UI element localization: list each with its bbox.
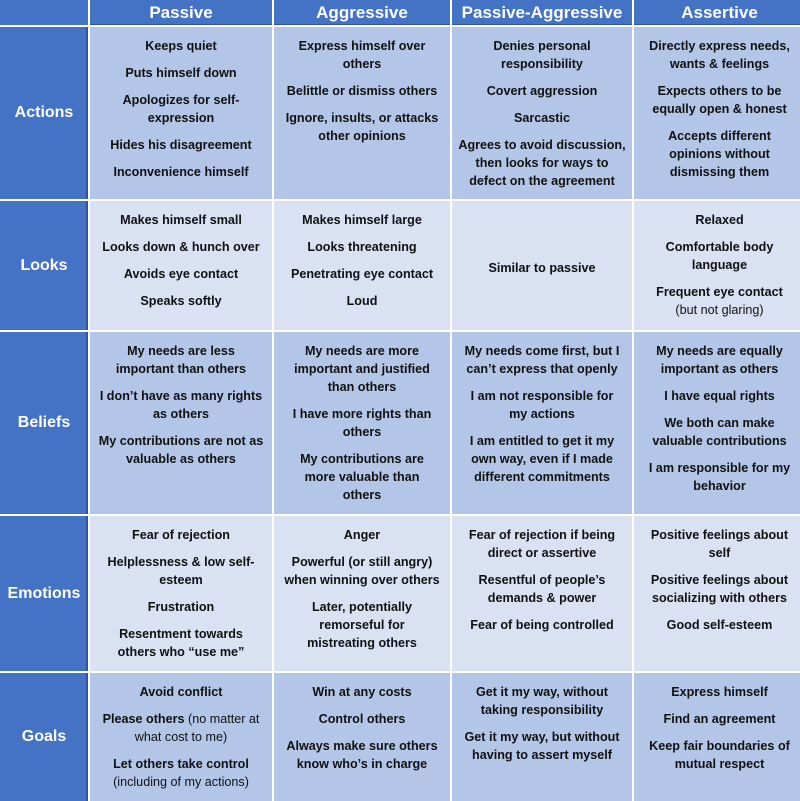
list-item: My needs come first, but I can’t express that openly <box>464 344 620 376</box>
list-item: We both can make valuable contributions <box>652 416 787 448</box>
list-item: Keeps quiet <box>145 39 217 53</box>
list-item: Belittle or dismiss others <box>286 84 438 98</box>
column-header-passive-aggressive: Passive-Aggressive <box>452 0 632 25</box>
list-item: Accepts different opinions without dismissing them <box>668 129 771 179</box>
cell-emotions-passive-aggressive <box>452 516 632 671</box>
cell-beliefs-aggressive <box>274 332 450 514</box>
cell-emotions-aggressive <box>274 516 450 671</box>
cell-goals-passive-aggressive <box>452 673 632 801</box>
list-item: Control others <box>318 712 406 726</box>
list-item: Makes himself large <box>302 213 422 227</box>
list-item: Fear of being controlled <box>470 618 614 632</box>
list-item: I have more rights than others <box>292 407 432 439</box>
list-item: Resentment towards others who “use me” <box>117 627 245 659</box>
list-item: Hides his disagreement <box>110 138 252 152</box>
list-item-note: (no matter at what cost to me) <box>134 712 260 744</box>
cell-goals-passive <box>90 673 272 801</box>
list-item: Express himself <box>671 685 768 699</box>
list-item: Covert aggression <box>486 84 598 98</box>
list-item: Keep fair boundaries of mutual respect <box>649 739 790 771</box>
cell-looks-assertive <box>634 201 800 330</box>
row-label-emotions: Emotions <box>0 516 88 671</box>
list-item: I am responsible for my behavior <box>648 461 791 493</box>
row-label-actions: Actions <box>0 27 88 199</box>
list-item: Loud <box>346 294 378 308</box>
cell-actions-passive-aggressive <box>452 27 632 199</box>
list-item: Expects others to be equally open & honest <box>652 84 787 116</box>
row-label-goals: Goals <box>0 673 88 801</box>
list-item: Penetrating eye contact <box>290 267 434 281</box>
list-item: Get it my way, without taking responsibility <box>475 685 608 717</box>
list-item: Ignore, insults, or attacks other opinions <box>285 111 439 143</box>
list-item: I am not responsible for my actions <box>470 389 614 421</box>
column-header-assertive: Assertive <box>634 0 800 25</box>
list-item: Relaxed <box>695 213 744 227</box>
list-item: Later, potentially remorseful for mistreating others <box>307 600 417 650</box>
list-item: My contributions are more valuable than others <box>300 452 424 502</box>
list-item: Looks down & hunch over <box>102 240 260 254</box>
list-item-note: (including of my actions) <box>113 775 249 789</box>
cell-looks-passive-aggressive <box>452 201 632 330</box>
list-item: Always make sure others know who’s in charge <box>286 739 438 771</box>
list-item: Comfortable body language <box>665 240 774 272</box>
list-item: Frequent eye contact <box>656 285 783 299</box>
cell-emotions-assertive <box>634 516 800 671</box>
list-item: Anger <box>343 528 381 542</box>
list-item: Express himself over others <box>298 39 426 71</box>
list-item: Positive feelings about socializing with others <box>650 573 789 605</box>
list-item: Helplessness & low self-esteem <box>107 555 255 587</box>
list-item: Looks threatening <box>307 240 417 254</box>
list-item: Fear of rejection <box>132 528 230 542</box>
row-label-looks: Looks <box>0 201 88 330</box>
cell-looks-aggressive <box>274 201 450 330</box>
list-item: Speaks softly <box>140 294 222 308</box>
cell-beliefs-passive-aggressive <box>452 332 632 514</box>
cell-goals-aggressive <box>274 673 450 801</box>
list-item: Sarcastic <box>513 111 570 125</box>
cell-beliefs-assertive <box>634 332 800 514</box>
list-item <box>96 710 266 746</box>
list-item: Puts himself down <box>125 66 237 80</box>
list-item: Fear of rejection if being direct or assertive <box>468 528 616 560</box>
list-item: Similar to passive <box>488 260 596 275</box>
column-header-passive: Passive <box>90 0 272 25</box>
column-header-aggressive: Aggressive <box>274 0 450 25</box>
list-item: Frustration <box>147 600 215 614</box>
list-item: I have equal rights <box>664 389 775 403</box>
cell-looks-passive <box>90 201 272 330</box>
cell-actions-passive <box>90 27 272 199</box>
list-item: Directly express needs, wants & feelings <box>649 39 790 71</box>
list-item: Apologizes for self-expression <box>122 93 240 125</box>
list-item: Let others take control <box>113 757 249 771</box>
list-item-note: (but not glaring) <box>675 303 764 317</box>
row-label-beliefs: Beliefs <box>0 332 88 514</box>
list-item: Denies personal responsibility <box>493 39 591 71</box>
list-item: Find an agreement <box>663 712 776 726</box>
list-item: Resentful of people’s demands & power <box>478 573 606 605</box>
list-item: My needs are less important than others <box>115 344 247 376</box>
list-item: Get it my way, but without having to assert myself <box>464 730 620 762</box>
list-item: Makes himself small <box>120 213 242 227</box>
list-item: I am entitled to get it my own way, even if I made different commitments <box>469 434 615 484</box>
list-item: My needs are more important and justified than others <box>294 344 430 394</box>
cell-actions-assertive <box>634 27 800 199</box>
list-item: Agrees to avoid discussion, then looks for ways to defect on the agreement <box>458 138 626 188</box>
list-item-main: Please others <box>102 712 185 726</box>
list-item: Avoid conflict <box>139 685 223 699</box>
list-item: Avoids eye contact <box>123 267 239 281</box>
cell-goals-assertive <box>634 673 800 801</box>
cell-actions-aggressive <box>274 27 450 199</box>
list-item: Win at any costs <box>312 685 412 699</box>
cell-beliefs-passive <box>90 332 272 514</box>
list-item: Inconvenience himself <box>113 165 249 179</box>
list-item: I don’t have as many rights as others <box>99 389 263 421</box>
cell-emotions-passive <box>90 516 272 671</box>
list-item: My contributions are not as valuable as others <box>98 434 264 466</box>
list-item: My needs are equally important as others <box>656 344 783 376</box>
list-item: Good self-esteem <box>666 618 773 632</box>
list-item: Positive feelings about self <box>650 528 789 560</box>
list-item: Powerful (or still angry) when winning over others <box>284 555 440 587</box>
table-corner <box>0 0 88 25</box>
